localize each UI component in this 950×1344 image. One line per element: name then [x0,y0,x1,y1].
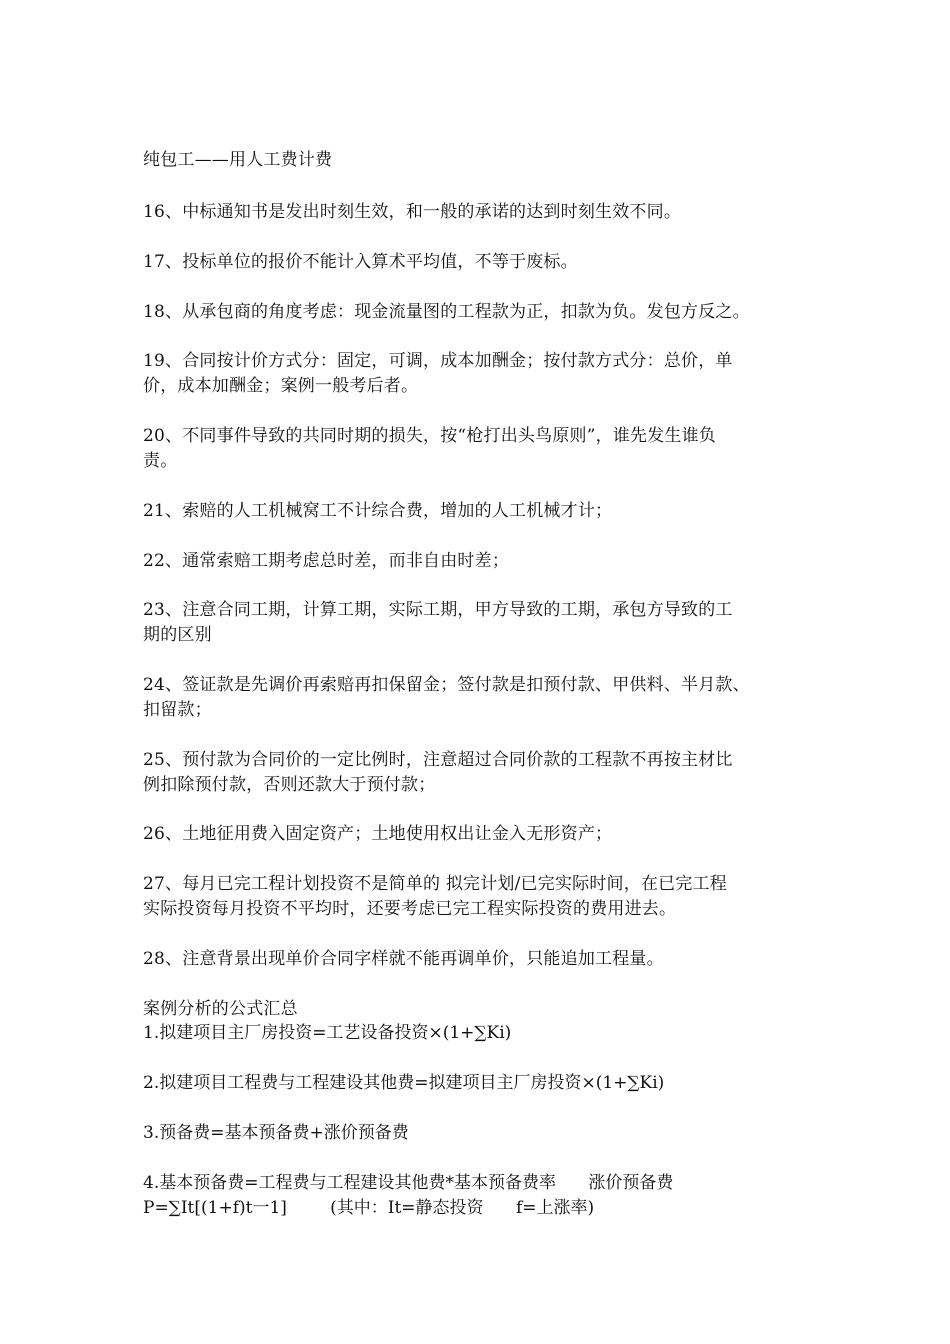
item-24-line-1: 24、签证款是先调价再索赔再扣保留金；签付款是扣预付款、甲供料、半月款、 [143,675,750,695]
item-16: 16、中标通知书是发出时刻生效，和一般的承诺的达到时刻生效不同。 [143,202,682,222]
item-28: 28、注意背景出现单价合同字样就不能再调单价，只能追加工程量。 [143,949,664,969]
formula-4-line-1: 4.基本预备费=工程费与工程建设其他费*基本预备费率 涨价预备费 [143,1173,674,1193]
item-23-line-1: 23、注意合同工期，计算工期，实际工期，甲方导致的工期，承包方导致的工 [143,600,733,620]
formula-3: 3.预备费=基本预备费+涨价预备费 [143,1123,409,1143]
item-22: 22、通常索赔工期考虑总时差，而非自由时差； [143,551,510,571]
item-21: 21、索赔的人工机械窝工不计综合费，增加的人工机械才计； [143,501,613,521]
item-23-line-2: 期的区别 [143,625,212,645]
item-19-line-2: 价，成本加酬金；案例一般考后者。 [143,376,419,396]
item-27-line-2: 实际投资每月投资不平均时，还要考虑已完工程实际投资的费用进去。 [143,899,677,919]
heading-text: 纯包工——用人工费计费 [143,150,333,170]
item-25-line-2: 例扣除预付款，否则还款大于预付款； [143,775,436,795]
formula-4-line-2: P=∑It[(1+f)t一1] (其中：It=静态投资 f=上涨率) [143,1198,595,1218]
item-24-line-2: 扣留款； [143,700,212,720]
item-20-line-1: 20、不同事件导致的共同时期的损失，按“枪打出头鸟原则”，谁先发生谁负 [143,426,717,446]
item-20-line-2: 责。 [143,451,178,471]
formula-1: 1.拟建项目主厂房投资=工艺设备投资×(1+∑Ki) [143,1023,512,1043]
item-17: 17、投标单位的报价不能计入算术平均值，不等于废标。 [143,252,578,272]
item-27-line-1: 27、每月已完工程计划投资不是简单的 拟完计划/已完实际时间，在已完工程 [143,874,727,894]
item-26: 26、土地征用费入固定资产；土地使用权出让金入无形资产； [143,824,613,844]
item-25-line-1: 25、预付款为合同价的一定比例时，注意超过合同价款的工程款不再按主材比 [143,750,733,770]
item-19-line-1: 19、合同按计价方式分：固定，可调，成本加酬金；按付款方式分：总价，单 [143,351,733,371]
item-18: 18、从承包商的角度考虑：现金流量图的工程款为正，扣款为负。发包方反之。 [143,302,750,322]
formula-2: 2.拟建项目工程费与工程建设其他费=拟建项目主厂房投资×(1+∑Ki) [143,1073,665,1093]
section-title: 案例分析的公式汇总 [143,999,298,1019]
